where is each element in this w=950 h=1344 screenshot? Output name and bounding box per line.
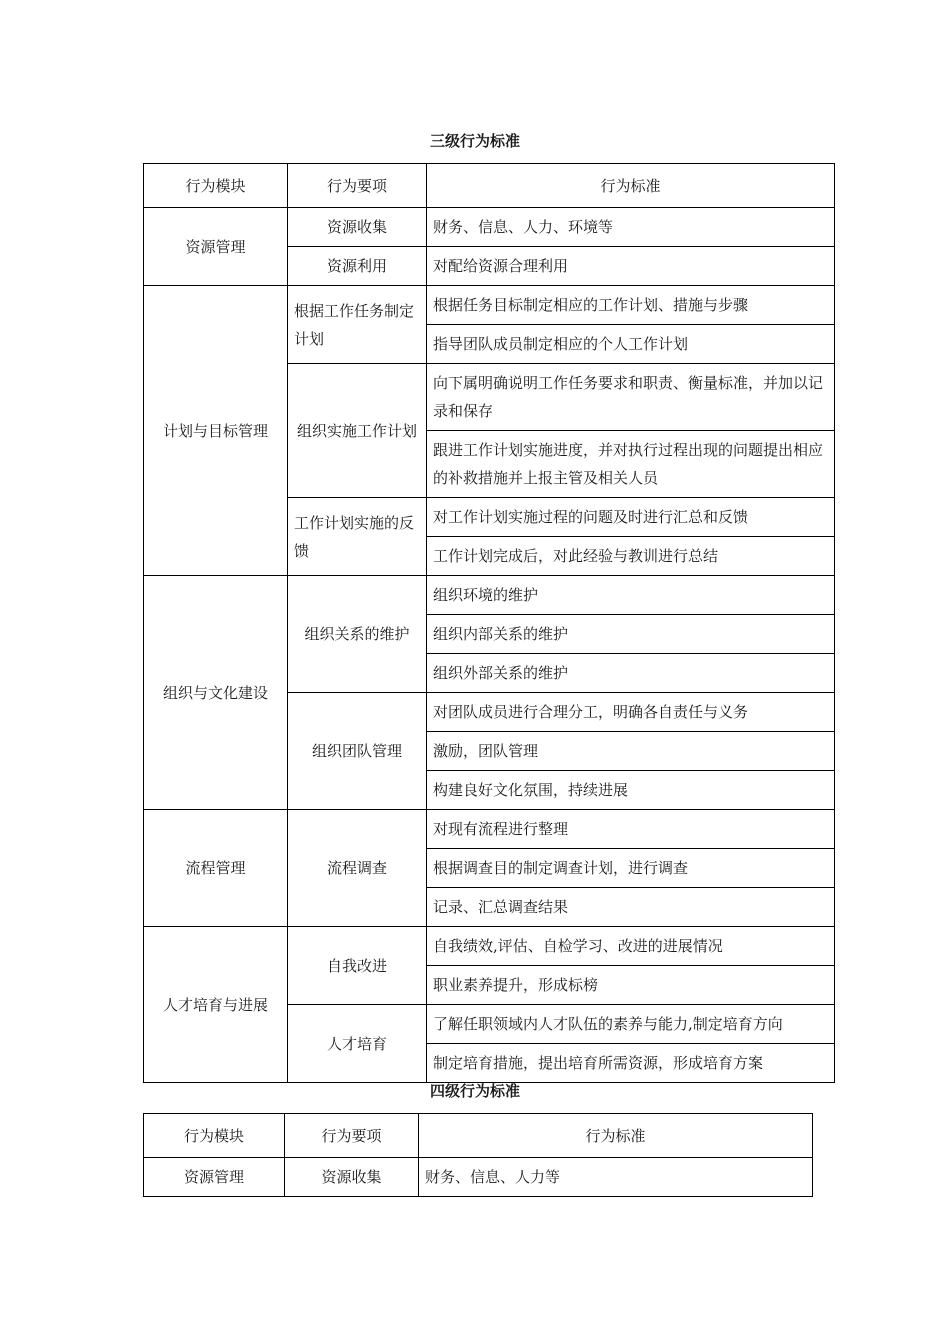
item-cell: 人才培育 xyxy=(288,1005,427,1083)
item-cell: 组织实施工作计划 xyxy=(288,364,427,498)
standard-cell: 工作计划完成后，对此经验与教训进行总结 xyxy=(427,537,835,576)
standard-cell: 构建良好文化氛围，持续进展 xyxy=(427,771,835,810)
header-module: 行为模块 xyxy=(144,164,288,208)
item-cell: 资源收集 xyxy=(288,208,427,247)
table-row xyxy=(144,810,835,849)
header-item: 行为要项 xyxy=(285,1114,419,1158)
table-row xyxy=(144,286,835,325)
standard-cell: 了解任职领域内人才队伍的素养与能力,制定培育方向 xyxy=(427,1005,835,1044)
module-cell: 资源管理 xyxy=(144,208,288,286)
table-header-row xyxy=(144,1114,813,1158)
item-cell: 根据工作任务制定计划 xyxy=(288,286,427,364)
standard-cell: 职业素养提升，形成标榜 xyxy=(427,966,835,1005)
standard-cell: 根据调查目的制定调查计划，进行调查 xyxy=(427,849,835,888)
item-cell: 自我改进 xyxy=(288,927,427,1005)
standard-cell: 制定培育措施，提出培育所需资源，形成培育方案 xyxy=(427,1044,835,1083)
header-standard: 行为标准 xyxy=(427,164,835,208)
standard-cell: 组织外部关系的维护 xyxy=(427,654,835,693)
standard-cell: 根据任务目标制定相应的工作计划、措施与步骤 xyxy=(427,286,835,325)
standard-cell: 对工作计划实施过程的问题及时进行汇总和反馈 xyxy=(427,498,835,537)
level3-title: 三级行为标准 xyxy=(429,132,520,150)
item-cell: 组织关系的维护 xyxy=(288,576,427,693)
table-row xyxy=(144,576,835,615)
table-row xyxy=(144,208,835,247)
standard-cell: 跟进工作计划实施进度，并对执行过程出现的问题提出相应的补救措施并上报主管及相关人员 xyxy=(427,431,835,498)
table-header-row xyxy=(144,164,835,208)
item-cell: 资源利用 xyxy=(288,247,427,286)
standard-cell: 对配给资源合理利用 xyxy=(427,247,835,286)
header-item: 行为要项 xyxy=(288,164,427,208)
standard-cell: 记录、汇总调查结果 xyxy=(427,888,835,927)
standard-cell: 激励，团队管理 xyxy=(427,732,835,771)
module-cell: 组织与文化建设 xyxy=(144,576,288,810)
standard-cell: 组织内部关系的维护 xyxy=(427,615,835,654)
standard-cell: 向下属明确说明工作任务要求和职责、衡量标准，并加以记录和保存 xyxy=(427,364,835,431)
level4-title: 四级行为标准 xyxy=(429,1082,520,1100)
table-row xyxy=(144,927,835,966)
item-cell: 组织团队管理 xyxy=(288,693,427,810)
module-cell: 流程管理 xyxy=(144,810,288,927)
level4-table xyxy=(143,1113,813,1197)
standard-cell: 自我绩效,评估、自检学习、改进的进展情况 xyxy=(427,927,835,966)
module-cell: 资源管理 xyxy=(144,1158,285,1197)
standard-cell: 组织环境的维护 xyxy=(427,576,835,615)
standard-cell: 对团队成员进行合理分工，明确各自责任与义务 xyxy=(427,693,835,732)
header-module: 行为模块 xyxy=(144,1114,285,1158)
standard-cell: 指导团队成员制定相应的个人工作计划 xyxy=(427,325,835,364)
item-cell: 资源收集 xyxy=(285,1158,419,1197)
standard-cell: 财务、信息、人力等 xyxy=(419,1158,813,1197)
module-cell: 计划与目标管理 xyxy=(144,286,288,576)
standard-cell: 对现有流程进行整理 xyxy=(427,810,835,849)
level3-table xyxy=(143,163,835,1083)
item-cell: 工作计划实施的反馈 xyxy=(288,498,427,576)
module-cell: 人才培育与进展 xyxy=(144,927,288,1083)
item-cell: 流程调查 xyxy=(288,810,427,927)
standard-cell: 财务、信息、人力、环境等 xyxy=(427,208,835,247)
header-standard: 行为标准 xyxy=(419,1114,813,1158)
table-row xyxy=(144,1158,813,1197)
